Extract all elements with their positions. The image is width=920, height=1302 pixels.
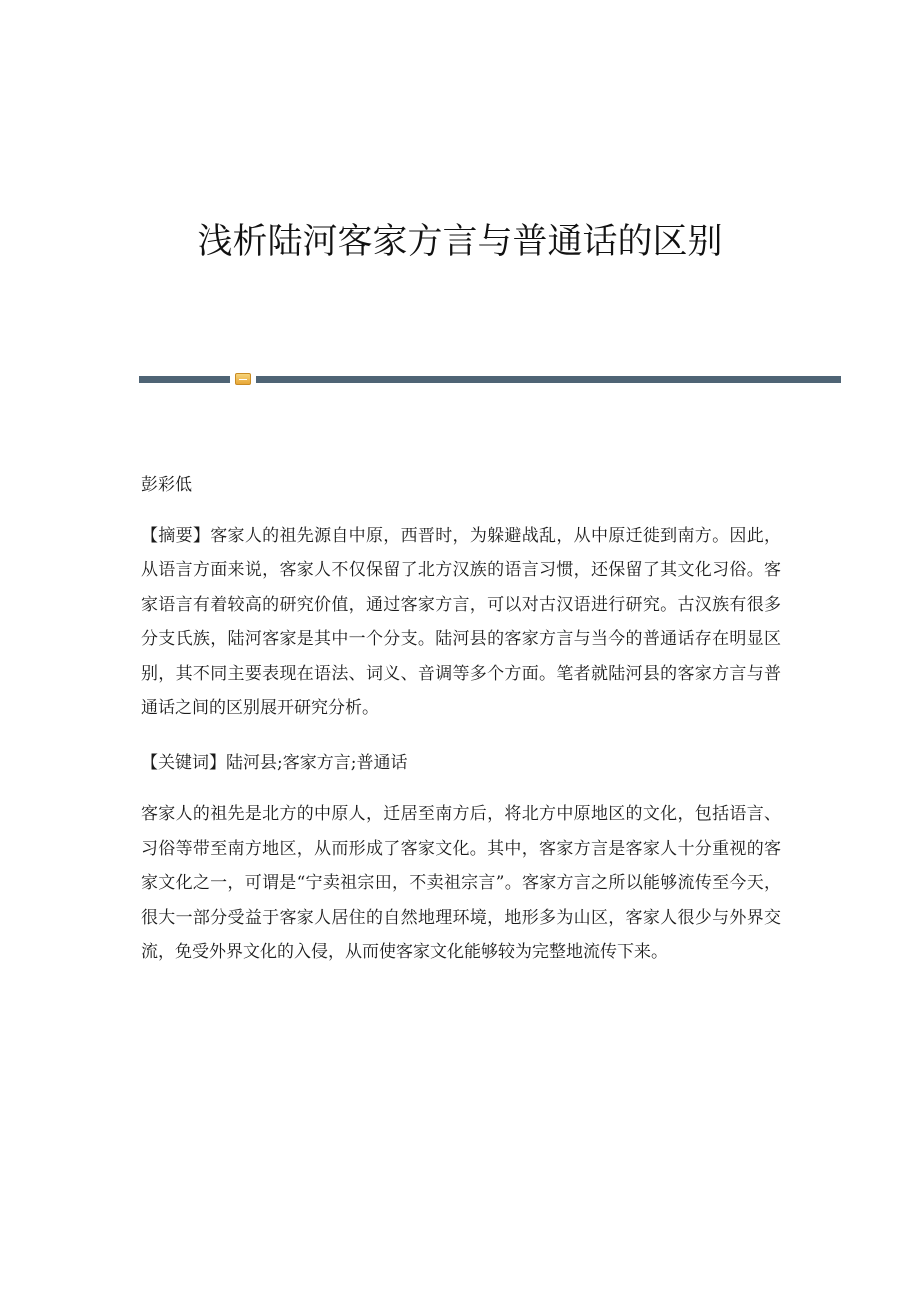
keywords-text: 陆河县;客家方言;普通话: [226, 752, 408, 773]
divider-bar-left: [139, 376, 230, 383]
author-name: 彭彩低: [141, 475, 192, 495]
divider-emblem-icon: [235, 373, 251, 385]
body-paragraph-1: 客家人的祖先是北方的中原人，迁居至南方后，将北方中原地区的文化，包括语言、习俗等带至南方地区，从而形成了客家文化。其中，客家方言是客家人十分重视的客家文化之一，可谓是“宁卖祖宗田，不卖祖宗言”。客家方言之所以能够流传至今天，很大一部分受益于客家人居住的自然地理环境，地形多为山区，客家人很少与外界交流，免受外界文化的入侵，从而使客家文化能够较为完整地流传下来。: [141, 804, 781, 962]
article-body: [141, 468, 781, 970]
divider-bar-right: [256, 376, 841, 383]
keywords-line: [141, 746, 781, 781]
abstract-label: 【摘要】: [141, 525, 211, 546]
title-divider: [139, 373, 841, 385]
abstract-text: 客家人的祖先源自中原，西晋时，为躲避战乱，从中原迁徙到南方。因此，从语言方面来说，客家人不仅保留了北方汉族的语言习惯，还保留了其文化习俗。客家语言有着较高的研究价值，通过客家方言，可以对古汉语进行研究。古汉族有很多分支氏族，陆河客家是其中一个分支。陆河县的客家方言与当今的普通话存在明显区别，其不同主要表现在语法、词义、音调等多个方面。笔者就陆河县的客家方言与普通话之间的区别展开研究分析。: [141, 525, 782, 718]
keywords-label: 【关键词】: [141, 752, 226, 773]
abstract-paragraph: [141, 519, 781, 726]
page-title: 浅析陆河客家方言与普通话的区别: [197, 222, 723, 262]
